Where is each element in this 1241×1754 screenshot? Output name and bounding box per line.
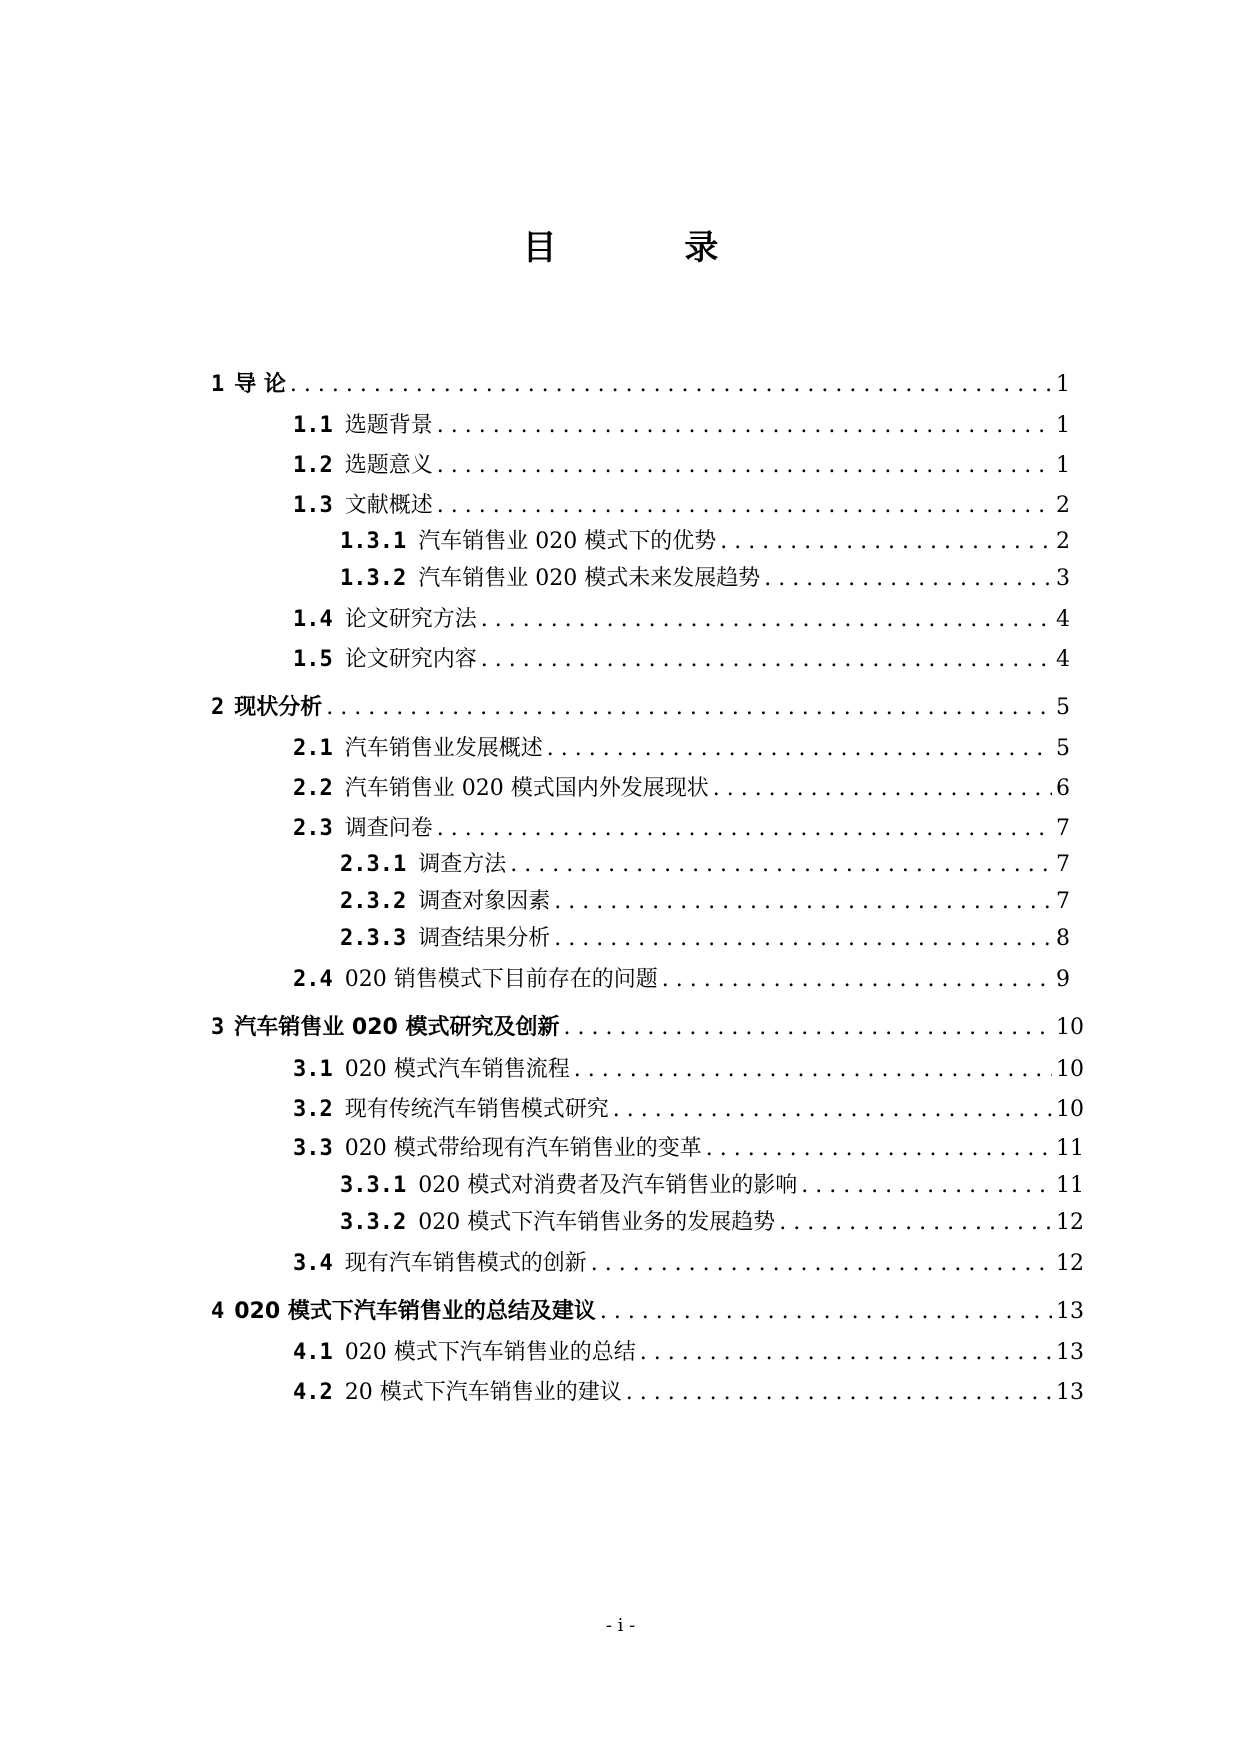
toc-dot-leader (554, 887, 1052, 917)
toc-entry-number: 3.3.2 (340, 1210, 407, 1235)
toc-dot-leader (764, 564, 1052, 594)
toc-entry-level-1[interactable] (211, 1297, 1084, 1327)
toc-dot-leader (574, 1055, 1052, 1085)
toc-entry-level-2[interactable] (293, 1055, 1084, 1085)
toc-entry-number: 2.2 (293, 776, 333, 801)
toc-entry-level-2[interactable] (293, 1378, 1084, 1408)
toc-entry-number: 2.3.1 (340, 852, 407, 877)
toc-entry-title: 选题意义 (344, 453, 433, 478)
toc-entry-page-number: 3 (1056, 566, 1070, 591)
toc-entry-title: 汽车销售业 020 模式国内外发展现状 (344, 776, 709, 801)
toc-dot-leader (600, 1297, 1052, 1327)
toc-entry-number: 1.1 (293, 413, 333, 438)
toc-entry-number: 3.4 (293, 1251, 333, 1276)
toc-entry-page-number: 5 (1056, 736, 1070, 761)
toc-entry-number: 2.1 (293, 736, 333, 761)
toc-entry-number: 1.3.2 (340, 566, 407, 591)
toc-entry-number: 1.5 (293, 647, 333, 672)
toc-entry-page-number: 7 (1056, 852, 1070, 877)
toc-entry-number: 3.3.1 (340, 1173, 407, 1198)
toc-entry-number: 1 (211, 372, 225, 397)
toc-entry-level-2[interactable] (293, 1249, 1084, 1279)
toc-entry-title: 汽车销售业 020 模式未来发展趋势 (418, 566, 761, 591)
toc-entry-title: 调查问卷 (344, 816, 433, 841)
toc-entry-page-number: 2 (1056, 529, 1070, 554)
toc-dot-leader (713, 774, 1052, 804)
toc-entry-title: 现状分析 (234, 695, 323, 720)
toc-entry-level-3[interactable] (340, 527, 1070, 557)
toc-entry-page-number: 13 (1056, 1299, 1084, 1324)
toc-entry-page-number: 12 (1056, 1210, 1084, 1235)
toc-dot-leader (510, 850, 1052, 880)
toc-entry-title: 论文研究方法 (344, 607, 477, 632)
toc-entry-number: 1.4 (293, 607, 333, 632)
toc-entry-title: 导 论 (234, 372, 286, 397)
toc-entry-page-number: 1 (1056, 453, 1070, 478)
toc-dot-leader (437, 411, 1052, 441)
toc-entry-page-number: 7 (1056, 889, 1070, 914)
toc-entry-level-3[interactable] (340, 887, 1070, 917)
toc-entry-page-number: 10 (1056, 1057, 1084, 1082)
toc-entry-page-number: 5 (1056, 695, 1070, 720)
toc-entry-level-2[interactable] (293, 965, 1070, 995)
toc-entry-level-2[interactable] (293, 774, 1070, 804)
toc-dot-leader (720, 527, 1052, 557)
toc-dot-leader (481, 605, 1052, 635)
toc-entry-title: 020 模式带给现有汽车销售业的变革 (344, 1136, 702, 1161)
toc-entry-level-3[interactable] (340, 1171, 1084, 1201)
toc-dot-leader (290, 370, 1052, 400)
toc-entry-page-number: 4 (1056, 647, 1070, 672)
toc-entry-title: 现有汽车销售模式的创新 (344, 1251, 587, 1276)
toc-entry-level-2[interactable] (293, 491, 1070, 521)
toc-entry-level-2[interactable] (293, 605, 1070, 635)
toc-entry-page-number: 7 (1056, 816, 1070, 841)
toc-entry-title: 论文研究内容 (344, 647, 477, 672)
toc-entry-level-2[interactable] (293, 734, 1070, 764)
toc-entry-number: 1.3.1 (340, 529, 407, 554)
toc-entry-number: 4.2 (293, 1380, 333, 1405)
toc-dot-leader (437, 451, 1052, 481)
toc-dot-leader (547, 734, 1052, 764)
toc-dot-leader (801, 1171, 1052, 1201)
toc-dot-leader (554, 924, 1052, 954)
toc-entry-page-number: 13 (1056, 1340, 1084, 1365)
toc-entry-number: 2.3.2 (340, 889, 407, 914)
toc-entry-title: 汽车销售业 020 模式下的优势 (418, 529, 717, 554)
toc-entry-number: 3.2 (293, 1097, 333, 1122)
toc-dot-leader (613, 1095, 1052, 1125)
toc-entry-page-number: 1 (1056, 372, 1070, 397)
toc-dot-leader (591, 1249, 1052, 1279)
toc-entry-title: 020 模式下汽车销售业的总结及建议 (234, 1299, 596, 1324)
toc-dot-leader (437, 814, 1052, 844)
toc-entry-level-1[interactable] (211, 693, 1070, 723)
toc-entry-level-2[interactable] (293, 1134, 1084, 1164)
toc-entry-title: 020 销售模式下目前存在的问题 (344, 967, 658, 992)
toc-dot-leader (706, 1134, 1052, 1164)
toc-entry-page-number: 10 (1056, 1015, 1084, 1040)
toc-dot-leader (481, 645, 1052, 675)
toc-dot-leader (640, 1338, 1052, 1368)
toc-entry-page-number: 11 (1056, 1173, 1084, 1198)
toc-entry-title: 调查结果分析 (418, 926, 551, 951)
toc-entry-title: 020 模式汽车销售流程 (344, 1057, 570, 1082)
toc-entry-title: 文献概述 (344, 493, 433, 518)
toc-entry-level-2[interactable] (293, 645, 1070, 675)
toc-entry-number: 3 (211, 1015, 225, 1040)
toc-entry-page-number: 2 (1056, 493, 1070, 518)
toc-entry-level-1[interactable] (211, 1013, 1084, 1043)
toc-entry-page-number: 8 (1056, 926, 1070, 951)
toc-entry-page-number: 9 (1056, 967, 1070, 992)
toc-entry-number: 1.2 (293, 453, 333, 478)
toc-entry-number: 2 (211, 695, 225, 720)
page-title: 目 录 (522, 228, 777, 268)
toc-entry-level-2[interactable] (293, 1095, 1084, 1125)
toc-entry-number: 2.3.3 (340, 926, 407, 951)
toc-entry-page-number: 12 (1056, 1251, 1084, 1276)
toc-entry-number: 3.1 (293, 1057, 333, 1082)
toc-entry-page-number: 10 (1056, 1097, 1084, 1122)
toc-entry-page-number: 13 (1056, 1380, 1084, 1405)
toc-entry-level-2[interactable] (293, 411, 1070, 441)
toc-entry-level-3[interactable] (340, 1208, 1084, 1238)
toc-entry-title: 020 模式下汽车销售业的总结 (344, 1340, 636, 1365)
toc-entry-number: 3.3 (293, 1136, 333, 1161)
toc-entry-page-number: 11 (1056, 1136, 1084, 1161)
toc-entry-number: 2.4 (293, 967, 333, 992)
toc-entry-level-1[interactable] (211, 370, 1070, 400)
toc-entry-number: 4 (211, 1299, 225, 1324)
toc-entry-title: 调查对象因素 (418, 889, 551, 914)
page-number-footer: - i - (605, 1615, 636, 1636)
toc-entry-title: 020 模式对消费者及汽车销售业的影响 (418, 1173, 798, 1198)
toc-entry-number: 4.1 (293, 1340, 333, 1365)
toc-dot-leader (626, 1378, 1052, 1408)
toc-entry-title: 选题背景 (344, 413, 433, 438)
toc-entry-number: 2.3 (293, 816, 333, 841)
toc-entry-page-number: 4 (1056, 607, 1070, 632)
toc-dot-leader (779, 1208, 1052, 1238)
toc-entry-level-3[interactable] (340, 924, 1070, 954)
toc-entry-level-3[interactable] (340, 564, 1070, 594)
toc-dot-leader (437, 491, 1052, 521)
toc-dot-leader (326, 693, 1052, 723)
toc-entry-page-number: 6 (1056, 776, 1070, 801)
toc-entry-title: 现有传统汽车销售模式研究 (344, 1097, 609, 1122)
toc-entry-title: 020 模式下汽车销售业务的发展趋势 (418, 1210, 776, 1235)
toc-entry-level-3[interactable] (340, 850, 1070, 880)
toc-entry-title: 20 模式下汽车销售业的建议 (344, 1380, 622, 1405)
toc-entry-page-number: 1 (1056, 413, 1070, 438)
toc-entry-level-2[interactable] (293, 451, 1070, 481)
toc-entry-title: 调查方法 (418, 852, 507, 877)
toc-entry-title: 汽车销售业发展概述 (344, 736, 543, 761)
toc-dot-leader (564, 1013, 1053, 1043)
toc-dot-leader (662, 965, 1052, 995)
toc-entry-title: 汽车销售业 020 模式研究及创新 (234, 1015, 560, 1040)
toc-entry-level-2[interactable] (293, 1338, 1084, 1368)
toc-entry-level-2[interactable] (293, 814, 1070, 844)
toc-entry-number: 1.3 (293, 493, 333, 518)
